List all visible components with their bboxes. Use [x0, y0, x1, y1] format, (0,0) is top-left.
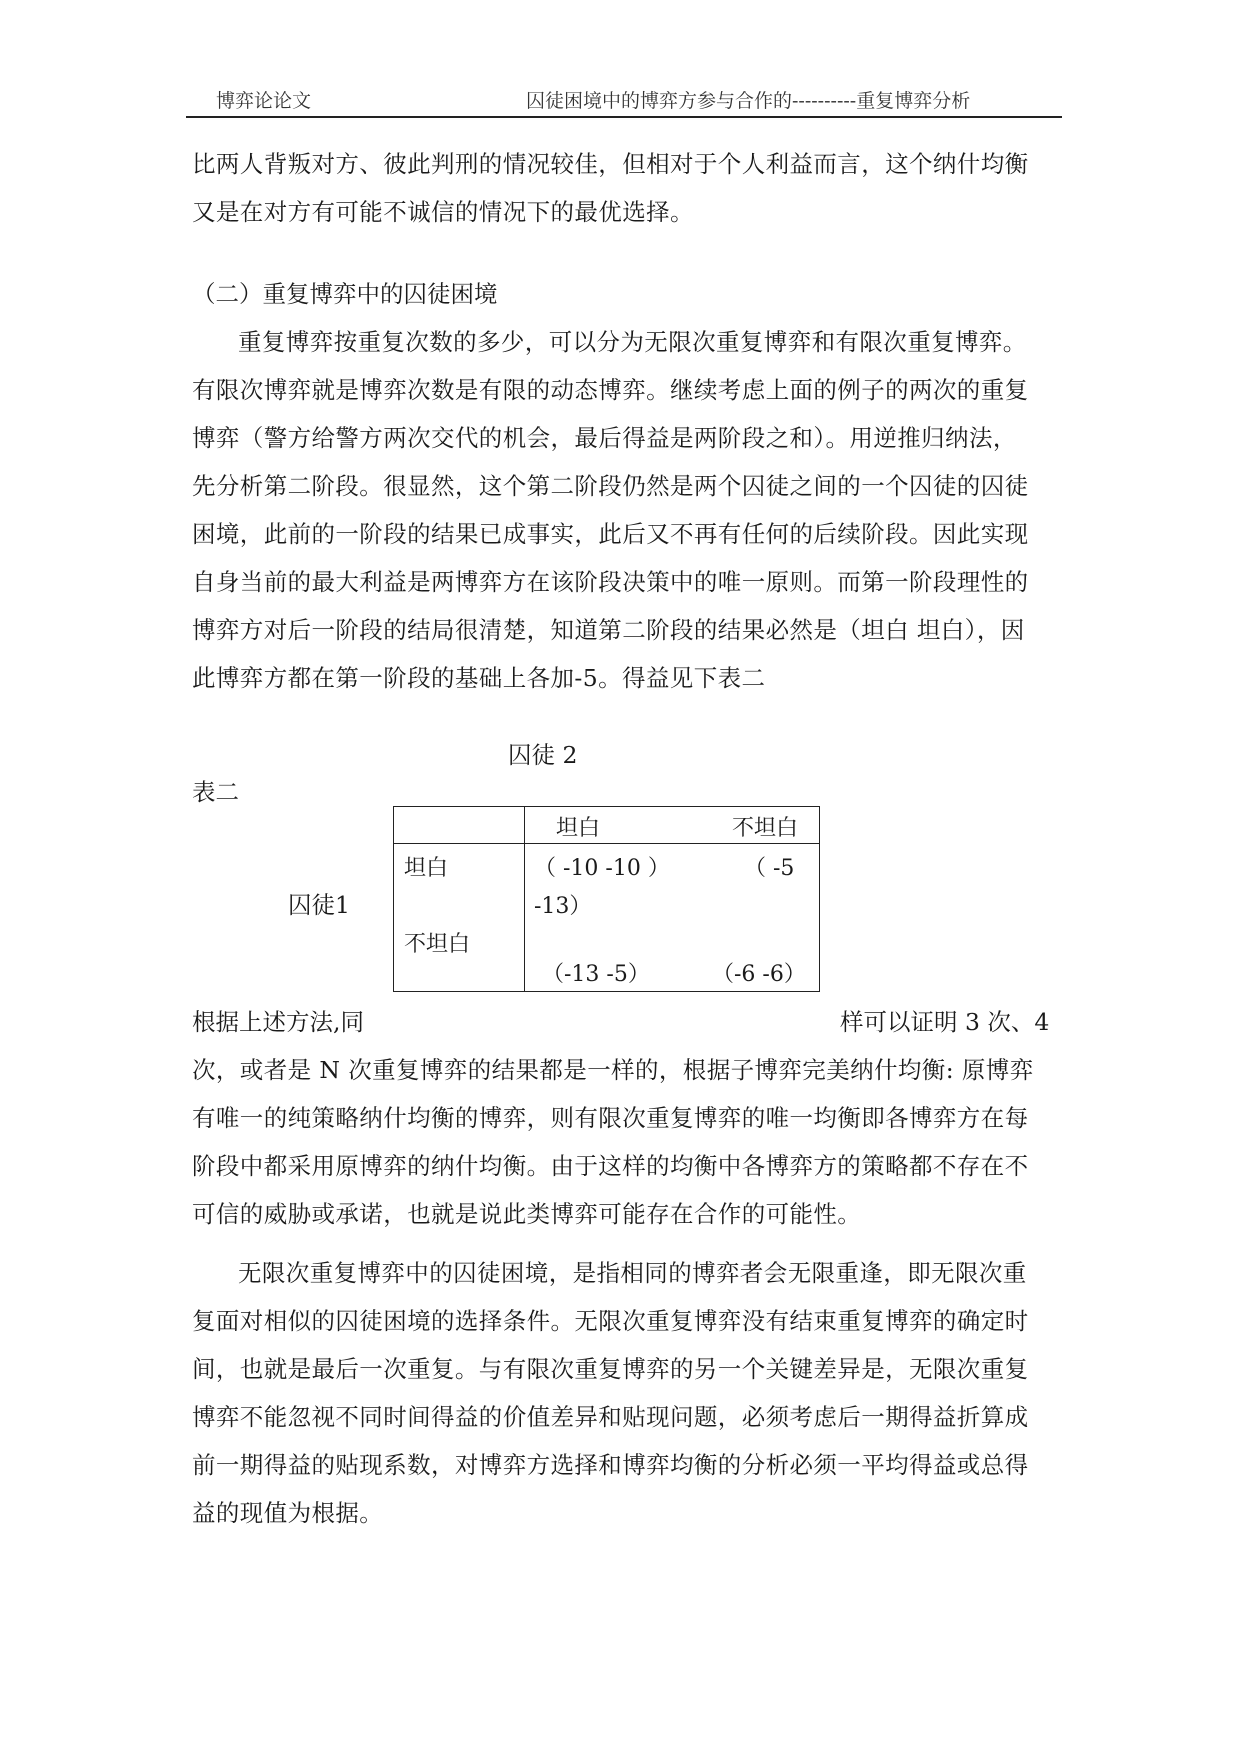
- header-divider: [186, 116, 1062, 118]
- paragraph-line: 益的现值为根据。: [192, 1499, 384, 1527]
- paragraph-line: 有唯一的纯策略纳什均衡的博弈，则有限次重复博弈的唯一均衡即各博弈方在每: [192, 1104, 1029, 1132]
- paragraph-line: 博弈方对后一阶段的结局很清楚，知道第二阶段的结果必然是（坦白 坦白），因: [192, 616, 1025, 644]
- payoff-cell-r1c1: （ -10 -10 ）: [534, 856, 670, 881]
- player1-label: 囚徒1: [288, 891, 350, 919]
- paragraph-line: 先分析第二阶段。很显然，这个第二阶段仍然是两个囚徒之间的一个囚徒的囚徒: [192, 472, 1029, 500]
- paragraph-line: 间，也就是最后一次重复。与有限次重复博弈的另一个关键差异是，无限次重复: [192, 1355, 1029, 1383]
- section-title: （二）重复博弈中的囚徒困境: [192, 280, 498, 308]
- header-left: 博弈论论文: [216, 90, 312, 112]
- payoff-cell-r2c2: （-6 -6）: [712, 962, 806, 987]
- col-header-not-confess: 不坦白: [732, 816, 799, 841]
- payoff-matrix: [393, 806, 820, 992]
- table-caption: 表二: [192, 778, 239, 806]
- col-header-confess: 坦白: [556, 816, 601, 841]
- paragraph-line: 博弈（警方给警方两次交代的机会，最后得益是两阶段之和）。用逆推归纳法，: [192, 424, 1017, 452]
- paragraph-line: 重复博弈按重复次数的多少，可以分为无限次重复博弈和有限次重复博弈。: [238, 328, 1027, 356]
- split-line-left: 根据上述方法,同: [192, 1008, 364, 1036]
- player2-label: 囚徒 2: [508, 741, 578, 769]
- intro-line: 比两人背叛对方、彼此判刑的情况较佳，但相对于个人利益而言，这个纳什均衡: [192, 150, 1029, 178]
- paragraph-line: 复面对相似的囚徒困境的选择条件。无限次重复博弈没有结束重复博弈的确定时: [192, 1307, 1029, 1335]
- paragraph-line: 有限次博弈就是博弈次数是有限的动态博弈。继续考虑上面的例子的两次的重复: [192, 376, 1029, 404]
- header-right: 囚徒困境中的博弈方参与合作的----------重复博弈分析: [526, 90, 971, 112]
- paragraph-line: 可信的威胁或承诺，也就是说此类博弈可能存在合作的可能性。: [192, 1200, 862, 1228]
- row-header-confess: 坦白: [404, 856, 449, 881]
- paragraph-line: 无限次重复博弈中的囚徒困境，是指相同的博弈者会无限重逢，即无限次重: [238, 1259, 1027, 1287]
- paragraph-line: 自身当前的最大利益是两博弈方在该阶段决策中的唯一原则。而第一阶段理性的: [192, 568, 1029, 596]
- paragraph-line: 困境，此前的一阶段的结果已成事实，此后又不再有任何的后续阶段。因此实现: [192, 520, 1029, 548]
- matrix-vertical-divider: [524, 807, 525, 991]
- payoff-cell-r2c1: （-13 -5）: [542, 962, 650, 987]
- paragraph-line: 前一期得益的贴现系数，对博弈方选择和博弈均衡的分析必须一平均得益或总得: [192, 1451, 1029, 1479]
- paragraph-line: 次，或者是 N 次重复博弈的结果都是一样的，根据子博弈完美纳什均衡: 原博弈: [192, 1056, 1034, 1084]
- split-line-right: 样可以证明 3 次、4: [840, 1008, 1050, 1036]
- paragraph-line: 阶段中都采用原博弈的纳什均衡。由于这样的均衡中各博弈方的策略都不存在不: [192, 1152, 1029, 1180]
- matrix-horizontal-divider: [394, 843, 819, 844]
- payoff-cell-r1c2: （ -5: [744, 856, 795, 881]
- paragraph-line: 此博弈方都在第一阶段的基础上各加-5。得益见下表二: [192, 664, 766, 692]
- row-header-not-confess: 不坦白: [404, 932, 471, 957]
- intro-line: 又是在对方有可能不诚信的情况下的最优选择。: [192, 198, 694, 226]
- payoff-cell-r1c2-wrap: -13）: [534, 894, 592, 919]
- running-header: [186, 86, 1062, 116]
- paragraph-line: 博弈不能忽视不同时间得益的价值差异和贴现问题，必须考虑后一期得益折算成: [192, 1403, 1029, 1431]
